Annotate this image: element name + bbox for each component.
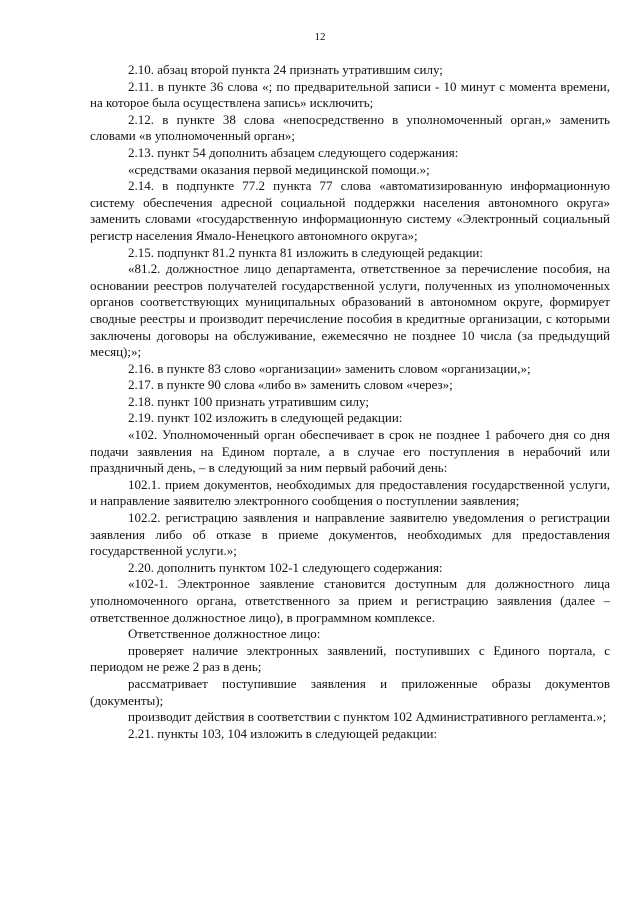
paragraph-2-10: 2.10. абзац второй пункта 24 признать утратившим силу; [128,62,443,77]
paragraph-2-16: 2.16. в пункте 83 слово «организации» заменить словом «организации,»; [128,360,531,376]
paragraph-reviews-applications: рассматривает поступившие заявления и приложенные образы документов (документы); [90,675,610,708]
paragraph-2-13-quote: «средствами оказания первой медицинской помощи.»; [128,161,430,177]
paragraph-102-1-quote: «102-1. Электронное заявление становится доступным для должностного лица уполномоченного органа, ответственного за прием и регистрацию заявления (далее – ответственное должностное лицо), в программном комплексе. [90,576,610,625]
paragraph-102: «102. Уполномоченный орган обеспечивает в срок не позднее 1 рабочего дня со дня подачи заявления на Едином портале, а в случае его поступления в нерабочий или праздничный день, – в следующий за ним первый рабочий день: [90,427,610,476]
paragraph-2-19: 2.19. пункт 102 изложить в следующей редакции: [128,410,403,426]
paragraph-2-15: 2.15. подпункт 81.2 пункта 81 изложить в следующей редакции: [128,244,483,260]
paragraph-2-12: 2.12. в пункте 38 слова «непосредственно в уполномоченный орган,» заменить словами «в уполномоченный орган»; [90,111,610,144]
paragraph-checks-applications: проверяет наличие электронных заявлений, поступивших с Единого портала, с периодом не реже 2 раз в день; [90,642,610,675]
document-body [90,62,610,742]
paragraph-102-1: 102.1. прием документов, необходимых для предоставления государственной услуги, и направление заявителю электронного сообщения о поступлении заявления; [90,476,610,509]
paragraph-responsible-official: Ответственное должностное лицо: [128,626,321,642]
paragraph-2-18: 2.18. пункт 100 признать утратившим силу; [128,393,369,409]
paragraph-performs-actions: производит действия в соответствии с пунктом 102 Административного регламента.»; [128,709,607,725]
paragraph-102-2: 102.2. регистрацию заявления и направление заявителю уведомления о регистрации заявления либо об отказе в приеме документов, необходимых для предоставления государственной услуги.»; [90,510,610,559]
paragraph-2-13: 2.13. пункт 54 дополнить абзацем следующего содержания: [128,144,459,160]
page-number: 12 [314,31,326,43]
paragraph-2-14: 2.14. в подпункте 77.2 пункта 77 слова «автоматизированную информационную систему обеспечения адресной социальной поддержки населения автономного округа» заменить словами «государственную информационную систему «Электронный социальный регистр населения Ямало-Ненецкого автономного округа»; [90,178,610,243]
paragraph-81-2: «81.2. должностное лицо департамента, ответственное за перечисление пособия, на основании реестров получателей государственной услуги, полученных из уполномоченных органов соответствующих муниципальных образований в автономном округе, формирует сводные реестры и производит перечисление пособия в кредитные организации, с которыми заключены договоры на обслуживание, ежемесячно не позднее 10 числа (за предыдущий месяц);»; [90,261,610,360]
paragraph-2-17: 2.17. в пункте 90 слова «либо в» заменить словом «через»; [128,377,453,393]
paragraph-2-21: 2.21. пункты 103, 104 изложить в следующей редакции: [128,725,438,741]
paragraph-2-11: 2.11. в пункте 36 слова «; по предварительной записи - 10 минут с момента времени, на которое была осуществлена запись» исключить; [90,78,610,111]
paragraph-2-20: 2.20. дополнить пунктом 102-1 следующего содержания: [128,559,443,575]
